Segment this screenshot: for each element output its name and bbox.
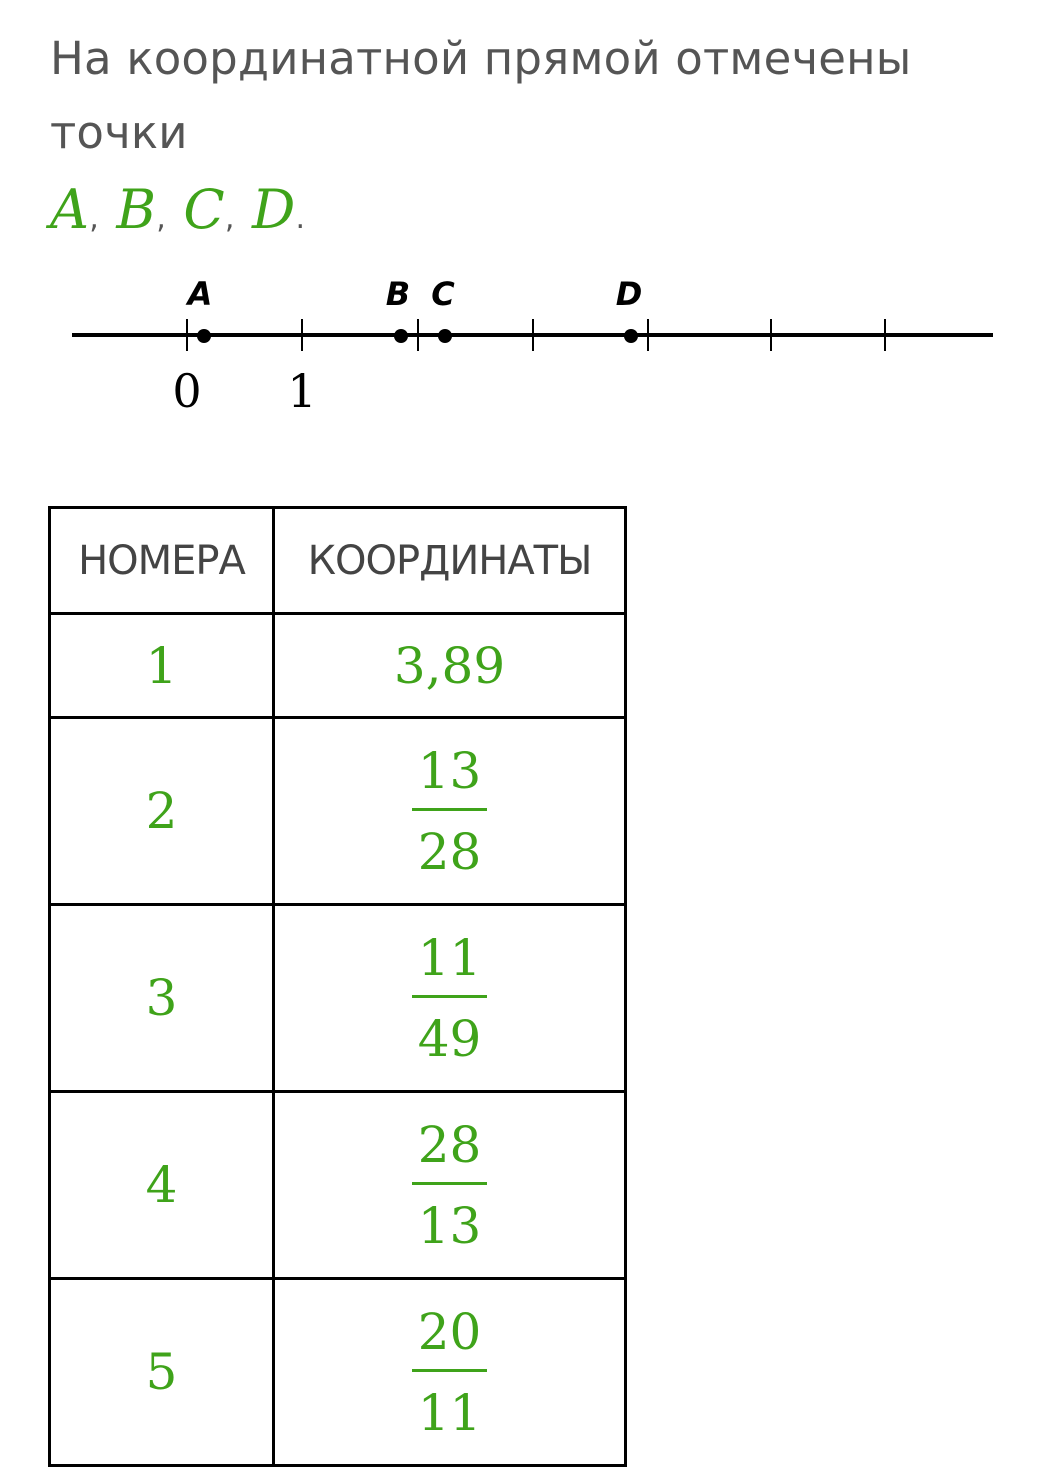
point-a-marker [197, 329, 211, 343]
point-name-c: C [183, 178, 225, 241]
fraction-denominator: 11 [417, 1383, 482, 1442]
coordinate-value: 3,89 [274, 614, 626, 718]
number-line [0, 255, 1053, 425]
fraction [412, 927, 488, 1070]
point-c-marker [438, 329, 452, 343]
fraction [412, 1114, 488, 1257]
fraction-denominator: 13 [417, 1196, 482, 1255]
fraction-bar [412, 808, 488, 811]
table-row [50, 1092, 626, 1279]
table-row [50, 1279, 626, 1466]
fraction-numerator: 28 [417, 1115, 482, 1174]
separator: , [89, 201, 99, 236]
fraction-bar [412, 1369, 488, 1372]
fraction-numerator: 20 [417, 1302, 482, 1361]
coordinate-fraction-cell [274, 1092, 626, 1279]
row-number: 2 [50, 718, 274, 905]
terminator: . [295, 201, 306, 236]
fraction-numerator: 11 [417, 928, 482, 987]
separator: , [156, 201, 166, 236]
fraction-numerator: 13 [417, 741, 482, 800]
point-label-b: B [385, 275, 411, 313]
problem-statement [50, 22, 1030, 259]
point-d-marker [624, 329, 638, 343]
separator: , [224, 201, 235, 236]
fraction-denominator: 28 [417, 822, 482, 881]
coordinates-table [48, 506, 627, 1467]
point-label-d: D [615, 275, 643, 313]
header-coordinates: КООРДИНАТЫ [274, 508, 626, 614]
point-b-marker [394, 329, 408, 343]
tick-label-zero: 0 [172, 364, 202, 418]
coordinate-fraction-cell [274, 905, 626, 1092]
table-header-row [50, 508, 626, 614]
table-row [50, 905, 626, 1092]
coordinate-fraction-cell [274, 1279, 626, 1466]
row-number: 3 [50, 905, 274, 1092]
fraction-bar [412, 995, 488, 998]
point-label-c: C [431, 275, 455, 313]
header-numbers: НОМЕРА [50, 508, 274, 614]
fraction [412, 1301, 488, 1444]
point-name-a: A [50, 178, 90, 241]
fraction [412, 740, 488, 883]
fraction-bar [412, 1182, 488, 1185]
point-list [50, 170, 1030, 259]
table-row [50, 614, 626, 718]
table-row [50, 718, 626, 905]
row-number: 5 [50, 1279, 274, 1466]
point-label-a: A [187, 275, 213, 313]
fraction-denominator: 49 [417, 1009, 482, 1068]
row-number: 1 [50, 614, 274, 718]
tick-label-one: 1 [287, 364, 317, 418]
coordinate-fraction-cell [274, 718, 626, 905]
point-name-b: B [116, 178, 157, 241]
problem-text: На координатной прямой отмечены точки [50, 32, 912, 159]
point-name-d: D [252, 178, 296, 241]
row-number: 4 [50, 1092, 274, 1279]
